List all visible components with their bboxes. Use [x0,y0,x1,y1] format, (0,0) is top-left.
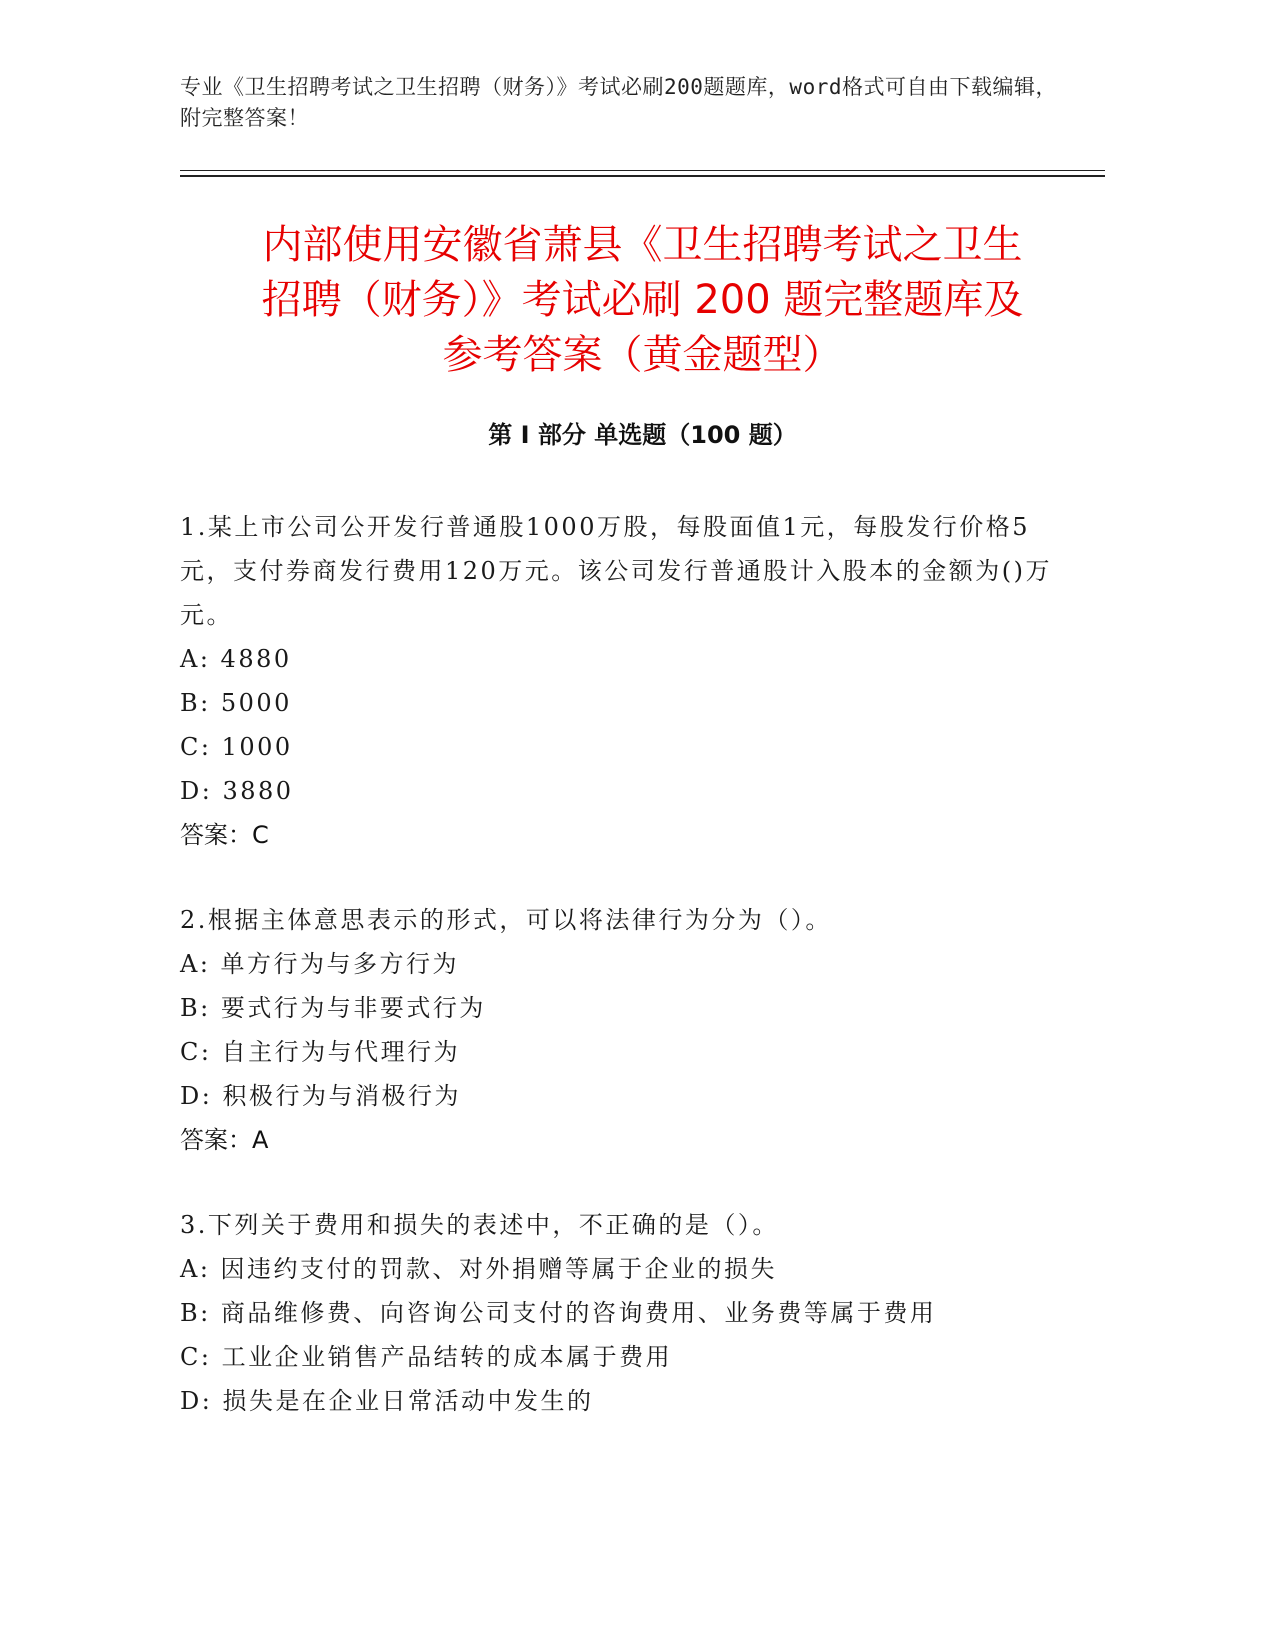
option-c: C: 工业企业销售产品结转的成本属于费用 [180,1343,673,1371]
document-title-line-1: 内部使用安徽省萧县《卫生招聘考试之卫生 [262,222,1023,268]
option-a: A: 因违约支付的罚款、对外捐赠等属于企业的损失 [180,1255,778,1283]
question-stem: 1.某上市公司公开发行普通股1000万股，每股面值1元，每股发行价格5元，支付券商发行费用120万元。该公司发行普通股计入股本的金额为()万元。 [180,513,1053,629]
document-title [180,218,1105,383]
option-b: B: 5000 [180,689,292,717]
answer-line: 答案：A [180,1126,269,1154]
option-c: C: 自主行为与代理行为 [180,1038,461,1066]
option-c: C: 1000 [180,733,293,761]
question-2 [180,898,1060,1162]
header-note: 专业《卫生招聘考试之卫生招聘（财务）》考试必刷200题题库，word格式可自由下载编辑，附完整答案！ [180,75,1057,130]
option-d: D: 3880 [180,777,294,805]
question-1 [180,505,1060,857]
option-b: B: 要式行为与非要式行为 [180,994,486,1022]
question-list [180,505,1060,1464]
option-a: A: 单方行为与多方行为 [180,950,460,978]
document-title-line-2: 招聘（财务）》考试必刷 200 题完整题库及 [261,277,1024,323]
option-d: D: 损失是在企业日常活动中发生的 [180,1387,594,1415]
document-title-line-3: 参考答案（黄金题型） [442,332,843,378]
header-divider-thick [180,175,1105,177]
option-b: B: 商品维修费、向咨询公司支付的咨询费用、业务费等属于费用 [180,1299,937,1327]
answer-line: 答案：C [180,821,269,849]
section-title: 第 I 部分 单选题（100 题） [488,421,797,449]
question-3 [180,1203,1060,1423]
question-stem: 3.下列关于费用和损失的表述中，不正确的是（）。 [180,1211,779,1239]
header-divider-thin [180,170,1105,171]
question-stem: 2.根据主体意思表示的形式，可以将法律行为分为（）。 [180,906,832,934]
option-d: D: 积极行为与消极行为 [180,1082,461,1110]
option-a: A: 4880 [180,645,292,673]
